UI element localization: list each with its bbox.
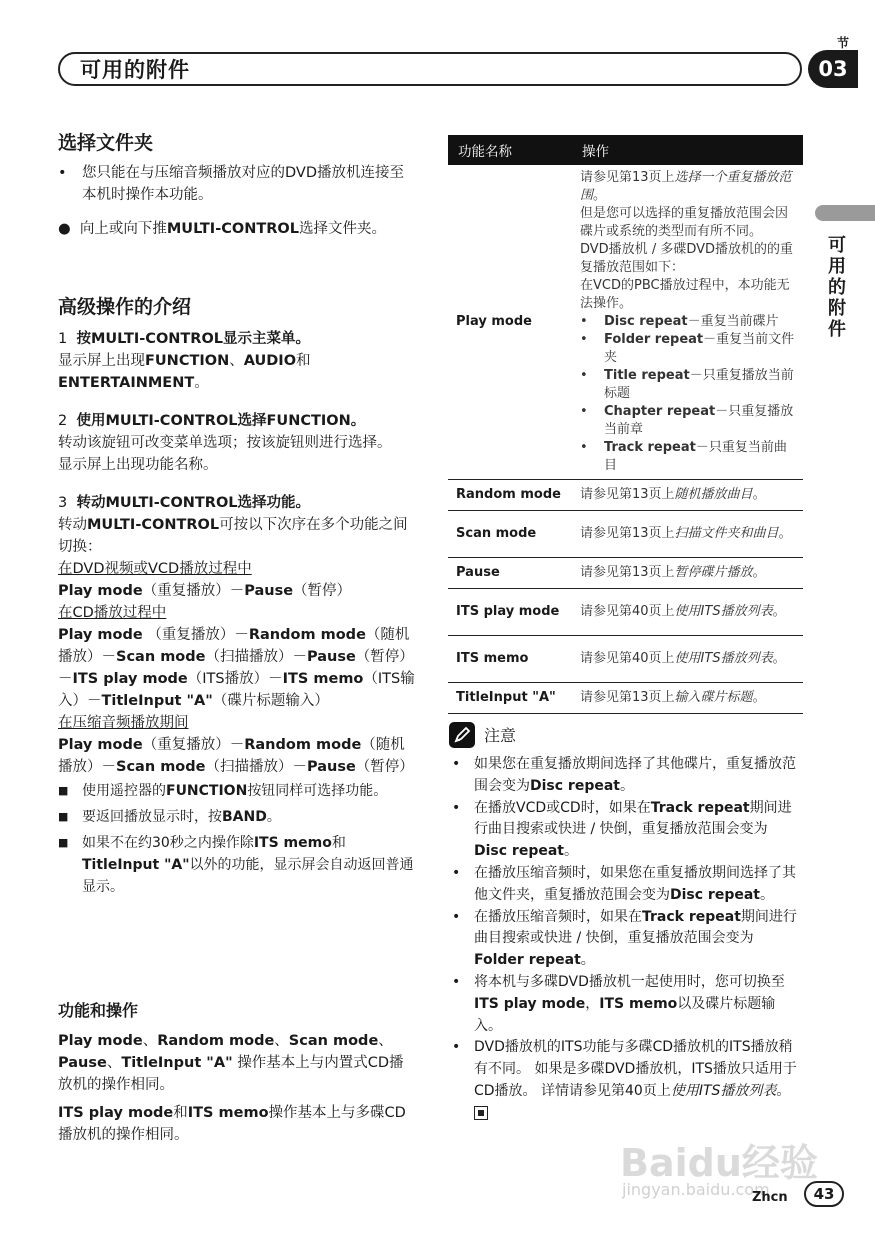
- n2-d: Disc repeat: [474, 843, 564, 860]
- note-item: [448, 798, 800, 863]
- op-link-title: 输入碟片标题: [674, 690, 753, 705]
- step-2-number: 2: [58, 413, 68, 429]
- table-row: [448, 636, 803, 683]
- op-link-title: 扫描文件夹和曲目: [674, 526, 779, 541]
- sequence-item: （ITS播放）－: [187, 671, 283, 687]
- pm-l1a: 请参见第13页上: [580, 170, 675, 185]
- sequence-item: Play mode: [58, 583, 143, 599]
- square-bullet-icon: ■: [58, 836, 69, 849]
- repeat-option-desc: －重复当前碟片: [687, 314, 779, 329]
- p2-d: 操作基本上与多碟CD播放机的操作相同。: [58, 1105, 406, 1143]
- tip-1: [58, 780, 418, 802]
- sequence-item: Random mode: [244, 737, 362, 753]
- note-item: [448, 863, 800, 907]
- folder-step-a: 向上或向下推: [79, 221, 167, 237]
- folder-section: [58, 132, 418, 240]
- sequence-item: （暂停）－: [58, 649, 414, 687]
- s1-e: FUNCTION: [145, 353, 230, 369]
- repeat-option-desc: －只重复播放当前章: [604, 404, 794, 437]
- play-mode-line-3: DVD播放机 / 多碟DVD播放机的的重复播放范围如下：: [580, 242, 794, 275]
- sequence-item: （重复播放）－: [142, 627, 249, 643]
- repeat-option-name: Track repeat: [604, 440, 696, 455]
- op-suffix: 。: [772, 651, 786, 666]
- list-item: [580, 439, 795, 475]
- square-bullet-icon: ■: [58, 784, 69, 797]
- p1-a: Play mode: [58, 1033, 143, 1049]
- page-title: 可用的附件: [80, 58, 190, 82]
- op-suffix: 。: [752, 565, 766, 580]
- list-item: [580, 403, 795, 439]
- table-row: [448, 558, 803, 589]
- p1-h: 、: [106, 1055, 122, 1071]
- tip1-c: 按钮同样可选择功能。: [247, 783, 388, 799]
- s3-d: 转动: [58, 517, 87, 533]
- bullet-dot-icon: •: [452, 973, 461, 990]
- table-cell-name: Play mode: [448, 165, 572, 480]
- tip-3: [58, 832, 418, 898]
- s3-e: MULTI-CONTROL: [87, 517, 220, 533]
- repeat-option-name: Disc repeat: [604, 314, 688, 329]
- tip1-b: FUNCTION: [166, 783, 248, 799]
- end-mark-icon: [474, 1106, 488, 1120]
- p1-b: 、: [142, 1033, 158, 1049]
- sequence-item: （扫描播放）－: [205, 759, 307, 775]
- n2-c: 期间进行曲目搜索或快进 / 快倒，重复播放范围会变为: [474, 799, 792, 838]
- table-cell-operation: [572, 165, 803, 480]
- table-row: [448, 589, 803, 636]
- s3-f: 可按以下次序在多个功能之间切换：: [58, 517, 408, 555]
- step-1-desc: [58, 350, 418, 394]
- n5-b: ITS play mode: [474, 995, 586, 1012]
- sequence-item: （碟片标题输入）: [212, 693, 329, 709]
- table-cell-name: ITS memo: [448, 636, 572, 683]
- sequence-item: Random mode: [248, 627, 366, 643]
- step-2-desc-2: 显示屏上出现功能名称。: [58, 457, 218, 473]
- folder-step-b: MULTI-CONTROL: [166, 221, 299, 237]
- s2-e: 。: [350, 413, 366, 429]
- s3-a: 转动: [76, 495, 106, 511]
- folder-bullet-text: 您只能在与压缩音频播放对应的DVD播放机连接至本机时操作本功能。: [82, 165, 404, 203]
- sequence-item: （随机播放）－: [58, 737, 405, 775]
- s1-i: ENTERTAINMENT: [58, 375, 195, 391]
- s1-g: AUDIO: [243, 353, 297, 369]
- language-code: Zhcn: [752, 1190, 788, 1205]
- step-1: [58, 328, 418, 350]
- play-mode-line-1: [580, 169, 795, 205]
- sequence-item: Pause: [244, 583, 294, 599]
- op-prefix: 请参见第13页上: [580, 690, 675, 705]
- p1-f: 、: [378, 1033, 393, 1049]
- p1-c: Random mode: [157, 1033, 275, 1049]
- tip3-b: ITS memo: [253, 835, 332, 851]
- p1-d: 、: [274, 1033, 289, 1049]
- p2-c: ITS memo: [187, 1105, 269, 1121]
- sequence-item: ITS memo: [282, 671, 364, 687]
- sequence-item: Scan mode: [116, 759, 206, 775]
- section-label: 节: [837, 36, 850, 50]
- sequence-item: Pause: [306, 759, 356, 775]
- ops-section: [58, 1000, 418, 1146]
- bullet-dot-icon: •: [58, 165, 67, 181]
- table-cell-name: Random mode: [448, 480, 572, 511]
- table-cell-name: Pause: [448, 558, 572, 589]
- note-pencil-icon: [449, 722, 475, 748]
- n5-a: 将本机与多碟DVD播放机一起使用时，您可切换至: [474, 973, 785, 990]
- n6-b: 使用ITS播放列表: [670, 1082, 777, 1099]
- n5-c: ，: [585, 995, 600, 1012]
- advanced-section: [58, 296, 418, 898]
- table-cell-operation: [572, 558, 803, 589]
- s1-b: MULTI-CONTROL: [90, 331, 224, 347]
- s3-c: 选择功能。: [237, 495, 311, 511]
- sequence-item: （扫描播放）－: [205, 649, 307, 665]
- s1-j: 。: [194, 375, 209, 391]
- table-header-operation: 操作: [572, 135, 803, 165]
- ops-heading: 功能和操作: [58, 1001, 139, 1020]
- tip-2: [58, 806, 418, 828]
- step-3-desc: [58, 514, 418, 558]
- n4-e: 。: [580, 952, 595, 969]
- n5-d: ITS memo: [599, 995, 678, 1012]
- folder-heading: 选择文件夹: [58, 132, 154, 154]
- n1-b: Disc repeat: [530, 777, 620, 794]
- n6-c: 。: [776, 1082, 791, 1099]
- step-circle-icon: ●: [58, 221, 80, 237]
- step-3: [58, 492, 418, 514]
- bullet-dot-icon: •: [580, 332, 588, 347]
- sequence-item: Scan mode: [116, 649, 206, 665]
- bullet-dot-icon: •: [580, 314, 588, 329]
- n3-a: 在播放压缩音频时，如果您在重复播放期间选择了其他文件夹，重复播放范围会变为: [474, 864, 796, 903]
- tip3-e: 以外的功能，显示屏会自动返回普通显示。: [82, 857, 414, 895]
- step-2-desc: 转动该旋钮可改变菜单选项；按该旋钮则进行选择。: [58, 435, 392, 451]
- bullet-dot-icon: •: [452, 908, 461, 925]
- table-row: [448, 511, 803, 558]
- table-row: [448, 683, 803, 714]
- s1-a: 按: [76, 331, 91, 347]
- bullet-dot-icon: •: [452, 1039, 461, 1056]
- op-link-title: 随机播放曲目: [674, 487, 753, 502]
- sequence-item: Play mode: [58, 627, 143, 643]
- op-prefix: 请参见第13页上: [580, 565, 675, 580]
- repeat-option-name: Chapter repeat: [604, 404, 716, 419]
- play-mode-line-4: 在VCD的PBC播放过程中，本功能无法操作。: [580, 278, 790, 311]
- n4-c: 期间进行曲目搜索或快进 / 快倒，重复播放范围会变为: [474, 908, 797, 947]
- n2-e: 。: [563, 843, 578, 860]
- n6-a: DVD播放机的ITS功能与多碟CD播放机的ITS播放稍有不同。 如果是多碟DVD播放机，ITS播放只适用于CD播放。 详情请参见第40页上: [474, 1039, 797, 1099]
- n4-a: 在播放压缩音频时，如果在: [474, 908, 642, 925]
- cd-sequence: [58, 624, 418, 712]
- table-row: [448, 165, 803, 480]
- section-number-badge: 03: [808, 50, 858, 88]
- note-list: [448, 754, 800, 1125]
- s1-h: 和: [296, 353, 311, 369]
- s3-b: MULTI-CONTROL: [105, 495, 238, 511]
- step-2: [58, 410, 418, 432]
- op-suffix: 。: [752, 690, 766, 705]
- advanced-heading: 高级操作的介绍: [58, 296, 192, 318]
- side-tab-bar: [815, 205, 875, 221]
- tip2-b: BAND: [222, 809, 267, 825]
- bullet-dot-icon: •: [452, 756, 461, 772]
- p2-a: ITS play mode: [58, 1105, 174, 1121]
- tip2-a: 要返回播放显示时，按: [82, 809, 222, 825]
- repeat-option-desc: －重复当前文件夹: [604, 332, 795, 365]
- ops-para-2: [58, 1102, 418, 1146]
- repeat-option-desc: －只重复播放当前标题: [604, 368, 794, 401]
- side-tab-label: 可用的附件: [825, 235, 846, 340]
- table-cell-operation: [572, 683, 803, 714]
- n2-a: 在播放VCD或CD时，如果在: [474, 799, 651, 816]
- compressed-sequence-title: 在压缩音频播放期间: [58, 715, 189, 731]
- op-suffix: 。: [752, 487, 766, 502]
- list-item: [580, 367, 795, 403]
- compressed-sequence: [58, 734, 418, 778]
- s2-a: 使用: [76, 413, 106, 429]
- sequence-item: Pause: [306, 649, 356, 665]
- folder-bullet: [58, 162, 418, 206]
- s1-f: 、: [229, 353, 244, 369]
- folder-step: [58, 218, 418, 240]
- square-bullet-icon: ■: [58, 810, 69, 823]
- sequence-item: TitleInput "A": [101, 693, 213, 709]
- table-cell-name: Scan mode: [448, 511, 572, 558]
- n2-b: Track repeat: [650, 799, 750, 816]
- table-header-name: 功能名称: [448, 135, 572, 165]
- repeat-range-list: [580, 313, 795, 475]
- op-link-title: 暂停碟片播放: [674, 565, 753, 580]
- table-cell-operation: [572, 589, 803, 636]
- op-prefix: 请参见第40页上: [580, 604, 675, 619]
- sequence-item: （暂停）: [355, 759, 414, 775]
- dvd-sequence-title: 在DVD视频或VCD播放过程中: [58, 561, 252, 577]
- n1-a: 如果您在重复播放期间选择了其他碟片，重复播放范围会变为: [474, 756, 796, 794]
- op-suffix: 。: [772, 604, 786, 619]
- pm-l1c: 。: [593, 188, 607, 203]
- n4-b: Track repeat: [642, 908, 741, 925]
- page-number: 43: [804, 1181, 844, 1207]
- table-cell-operation: [572, 636, 803, 683]
- repeat-option-name: Title repeat: [604, 368, 690, 383]
- sequence-item: （ITS输入）－: [58, 671, 415, 709]
- p1-g: Pause: [58, 1055, 107, 1071]
- table-row: [448, 480, 803, 511]
- s1-c: 显示主菜单。: [223, 331, 311, 347]
- table-cell-name: ITS play mode: [448, 589, 572, 636]
- n5-e: 以及碟片标题输入。: [474, 995, 776, 1034]
- p2-b: 和: [173, 1105, 188, 1121]
- note-item: [448, 972, 800, 1037]
- n3-c: 。: [759, 886, 774, 903]
- step-3-number: 3: [58, 495, 68, 511]
- dvd-sequence: [58, 580, 418, 602]
- note-item: [448, 754, 800, 798]
- p1-j: 操作基本上与内置式CD播放机的操作相同。: [58, 1055, 404, 1093]
- s2-d: FUNCTION: [266, 413, 351, 429]
- tip1-a: 使用遥控器的: [82, 783, 166, 799]
- bullet-dot-icon: •: [580, 368, 588, 383]
- op-link-title: 使用ITS播放列表: [674, 651, 773, 666]
- bullet-dot-icon: •: [580, 404, 588, 419]
- play-mode-line-2: 但是您可以选择的重复播放范围会因碟片或系统的类型而有所不同。: [580, 206, 789, 239]
- table-cell-name: TitleInput "A": [448, 683, 572, 714]
- s1-d: 显示屏上出现: [58, 353, 145, 369]
- tip3-c: 和: [331, 835, 346, 851]
- n1-c: 。: [619, 777, 634, 794]
- tip2-c: 。: [266, 809, 281, 825]
- table-header-row: [448, 135, 803, 165]
- sequence-item: （随机播放）－: [58, 627, 410, 665]
- folder-step-c: 选择文件夹。: [298, 221, 386, 237]
- note-item: [448, 1037, 800, 1124]
- sequence-item: （暂停）: [293, 583, 352, 599]
- op-prefix: 请参见第13页上: [580, 487, 675, 502]
- p1-e: Scan mode: [288, 1033, 379, 1049]
- n4-d: Folder repeat: [474, 952, 581, 969]
- s2-b: MULTI-CONTROL: [105, 413, 238, 429]
- bullet-dot-icon: •: [452, 799, 461, 816]
- s2-c: 选择: [237, 413, 267, 429]
- list-item: [580, 313, 795, 331]
- tip3-d: TitleInput "A": [82, 857, 190, 873]
- op-link-title: 使用ITS播放列表: [674, 604, 773, 619]
- bullet-dot-icon: •: [452, 864, 461, 881]
- table-cell-operation: [572, 480, 803, 511]
- watermark-url: jingyan.baidu.com: [622, 1180, 770, 1199]
- tip3-a: 如果不在约30秒之内操作除: [82, 835, 254, 851]
- bullet-dot-icon: •: [580, 440, 588, 455]
- table-cell-operation: [572, 511, 803, 558]
- sequence-item: Play mode: [58, 737, 143, 753]
- note-title: 注意: [484, 726, 517, 745]
- n3-b: Disc repeat: [670, 886, 760, 903]
- step-1-number: 1: [58, 331, 68, 347]
- sequence-item: （重复播放）－: [142, 583, 245, 599]
- op-prefix: 请参见第40页上: [580, 651, 675, 666]
- repeat-option-desc: －只重复当前曲目: [604, 440, 787, 473]
- watermark-logo: Baidu经验: [620, 1141, 818, 1185]
- list-item: [580, 331, 795, 367]
- op-prefix: 请参见第13页上: [580, 526, 675, 541]
- repeat-option-name: Folder repeat: [604, 332, 704, 347]
- function-table: [448, 135, 803, 714]
- cd-sequence-title: 在CD播放过程中: [58, 605, 167, 621]
- pm-l1b: 选择一个重复播放范围: [580, 170, 792, 203]
- op-suffix: 。: [778, 526, 792, 541]
- sequence-item: ITS play mode: [72, 671, 188, 687]
- p1-i: TitleInput "A": [121, 1055, 233, 1071]
- ops-para-1: [58, 1030, 418, 1096]
- note-item: [448, 907, 800, 972]
- sequence-item: （重复播放）－: [142, 737, 245, 753]
